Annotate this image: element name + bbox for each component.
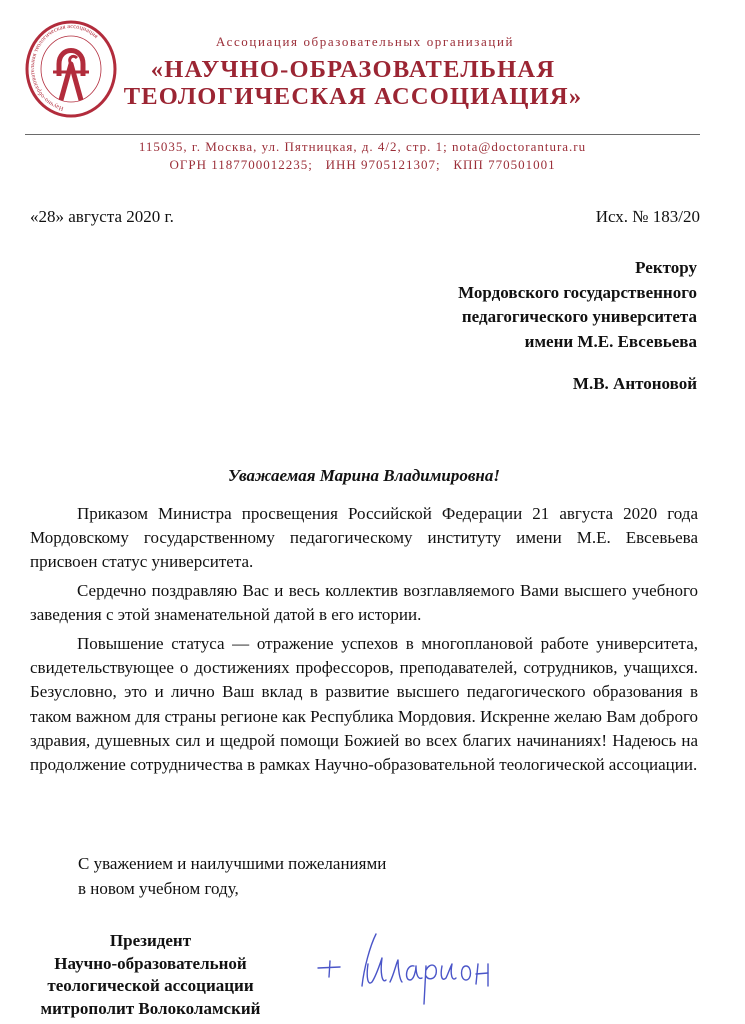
title-line-1: «НАУЧНО-ОБРАЗОВАТЕЛЬНАЯ — [150, 56, 556, 83]
header-divider — [25, 134, 700, 135]
addressee-line: имени М.Е. Евсевьева — [524, 331, 697, 351]
addressee-line: Мордовского государственного — [458, 282, 697, 302]
closing — [78, 852, 386, 901]
association-subtitle: Ассоциация образовательных организаций — [215, 34, 515, 49]
association-logo — [25, 20, 117, 118]
title-line-2: ТЕОЛОГИЧЕСКАЯ АССОЦИАЦИЯ» — [123, 83, 583, 110]
addressee-line: педагогического университета — [461, 307, 697, 326]
greeting: Уважаемая Марина Владимировна! — [228, 466, 500, 485]
contact-block — [25, 138, 700, 174]
logo-ring-text: Научно-образовательная теологическая ассоциация — [28, 22, 100, 113]
registry-line: ОГРН 1187700012235; ИНН 9705121307; КПП 770501001 — [169, 157, 556, 172]
association-title — [118, 56, 588, 110]
signer-line: Научно-образовательной — [54, 953, 247, 973]
outgoing-number: Исх. № 183/20 — [595, 207, 700, 226]
body-paragraph: Повышение статуса — отражение успехов в многоплановой работе университета, свидетельствующее о достижениях профессоров, преподавателей, сотрудников, учащихся. Безусловно, это и лично Ваш вклад в развитие высшего педагогического образования в таком важном для страны регионе как Республика Мордовия. Искренне желаю Вам доброго здравия, душевных сил и щедрой помощи Божией во всех благих начинаниях! Надеюсь на продолжение сотрудничества в рамках Научно-образовательной теологической ассоциации. — [30, 634, 698, 775]
addressee-line: Ректору — [635, 258, 697, 277]
signer-block — [28, 930, 273, 1020]
signer-line: теологической ассоциации — [47, 976, 254, 995]
body-paragraph: Приказом Министра просвещения Российской Федерации 21 августа 2020 года Мордовскому государственному педагогическому институту имени М.Е. Евсевьева присвоен статус университета. — [30, 504, 698, 572]
closing-line-2: в новом учебном году, — [78, 878, 239, 898]
letter-body — [30, 502, 698, 782]
addressee-block — [458, 256, 697, 354]
letter-date: «28» августа 2020 г. — [30, 207, 174, 226]
closing-line-1: С уважением и наилучшими пожеланиями — [78, 854, 387, 873]
signer-line: митрополит Волоколамский — [40, 998, 261, 1018]
addressee-name: М.В. Антоновой — [572, 374, 697, 393]
address-line: 115035, г. Москва, ул. Пятницкая, д. 4/2, стр. 1; nota@doctorantura.ru — [138, 139, 587, 154]
body-paragraph: Сердечно поздравляю Вас и весь коллектив возглавляемого Вами высшего учебного заведения с этой знаменательной датой в его истории. — [30, 581, 698, 625]
handwritten-signature — [310, 928, 510, 1008]
signer-line: Президент — [109, 931, 192, 950]
